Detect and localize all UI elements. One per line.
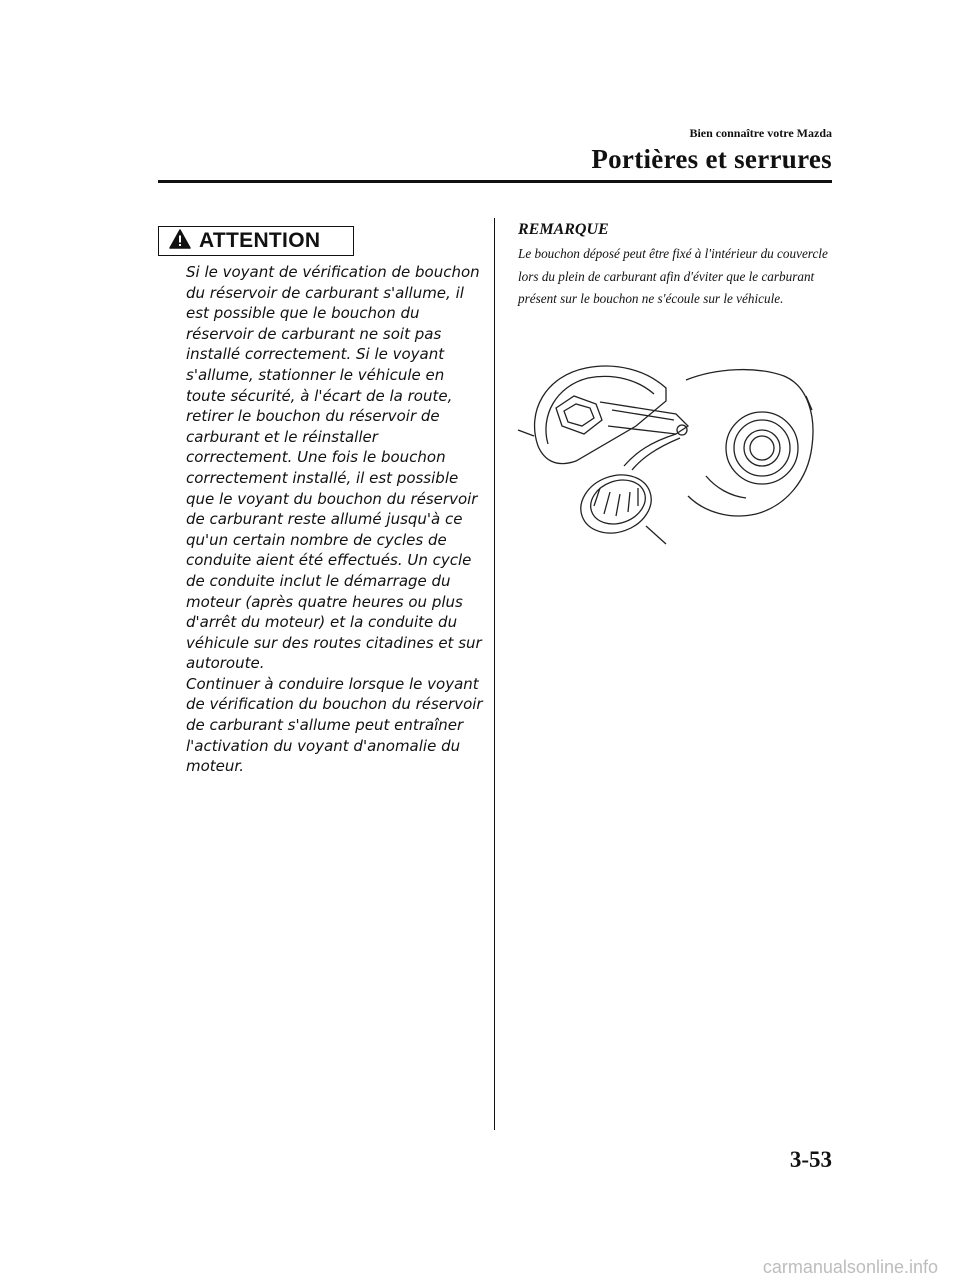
note-heading: REMARQUE (518, 221, 609, 238)
watermark: carmanualsonline.info (762, 1257, 938, 1277)
note-text: Le bouchon déposé peut être fixé à l'intérieur du couvercle lors du plein de carburant afin d'éviter que le carburant présent sur le bouchon ne s'écoule sur le véhicule. (518, 246, 828, 306)
header-rule (158, 180, 832, 183)
fuel-cap-illustration (516, 356, 816, 546)
attention-label: ATTENTION (199, 229, 321, 252)
page-title: Portières et serrures (591, 144, 832, 174)
header-section: Bien connaître votre Mazda (689, 126, 832, 140)
attention-text: Si le voyant de vérification de bouchon du réservoir de carburant s'allume, il est possible que le bouchon du réservoir de carburant ne soit pas installé correctement. Si le voyant s'allume, stationner le véhicule en toute sécurité, à l'écart de la route, retirer le bouchon du réservoir de carburant et le réinstaller correctement. Une fois le bouchon correctement installé, il est possible que le voyant du bouchon du réservoir de carburant reste allumé jusqu'à ce qu'un certain nombre de cycles de conduite aient été effectués. Un cycle de conduite inclut le démarrage du moteur (après quatre heures ou plus d'arrêt du moteur) et la conduite du véhicule sur des routes citadines et sur autoroute. Continuer à conduire lorsque le voyant de vérification du bouchon du réservoir de carburant s'allume peut entraîner l'activation du voyant d'anomalie du moteur. (186, 263, 483, 776)
attention-box (158, 226, 354, 256)
page-number: 3-53 (789, 1147, 832, 1172)
warning-icon (169, 229, 191, 254)
column-divider (494, 218, 495, 1130)
